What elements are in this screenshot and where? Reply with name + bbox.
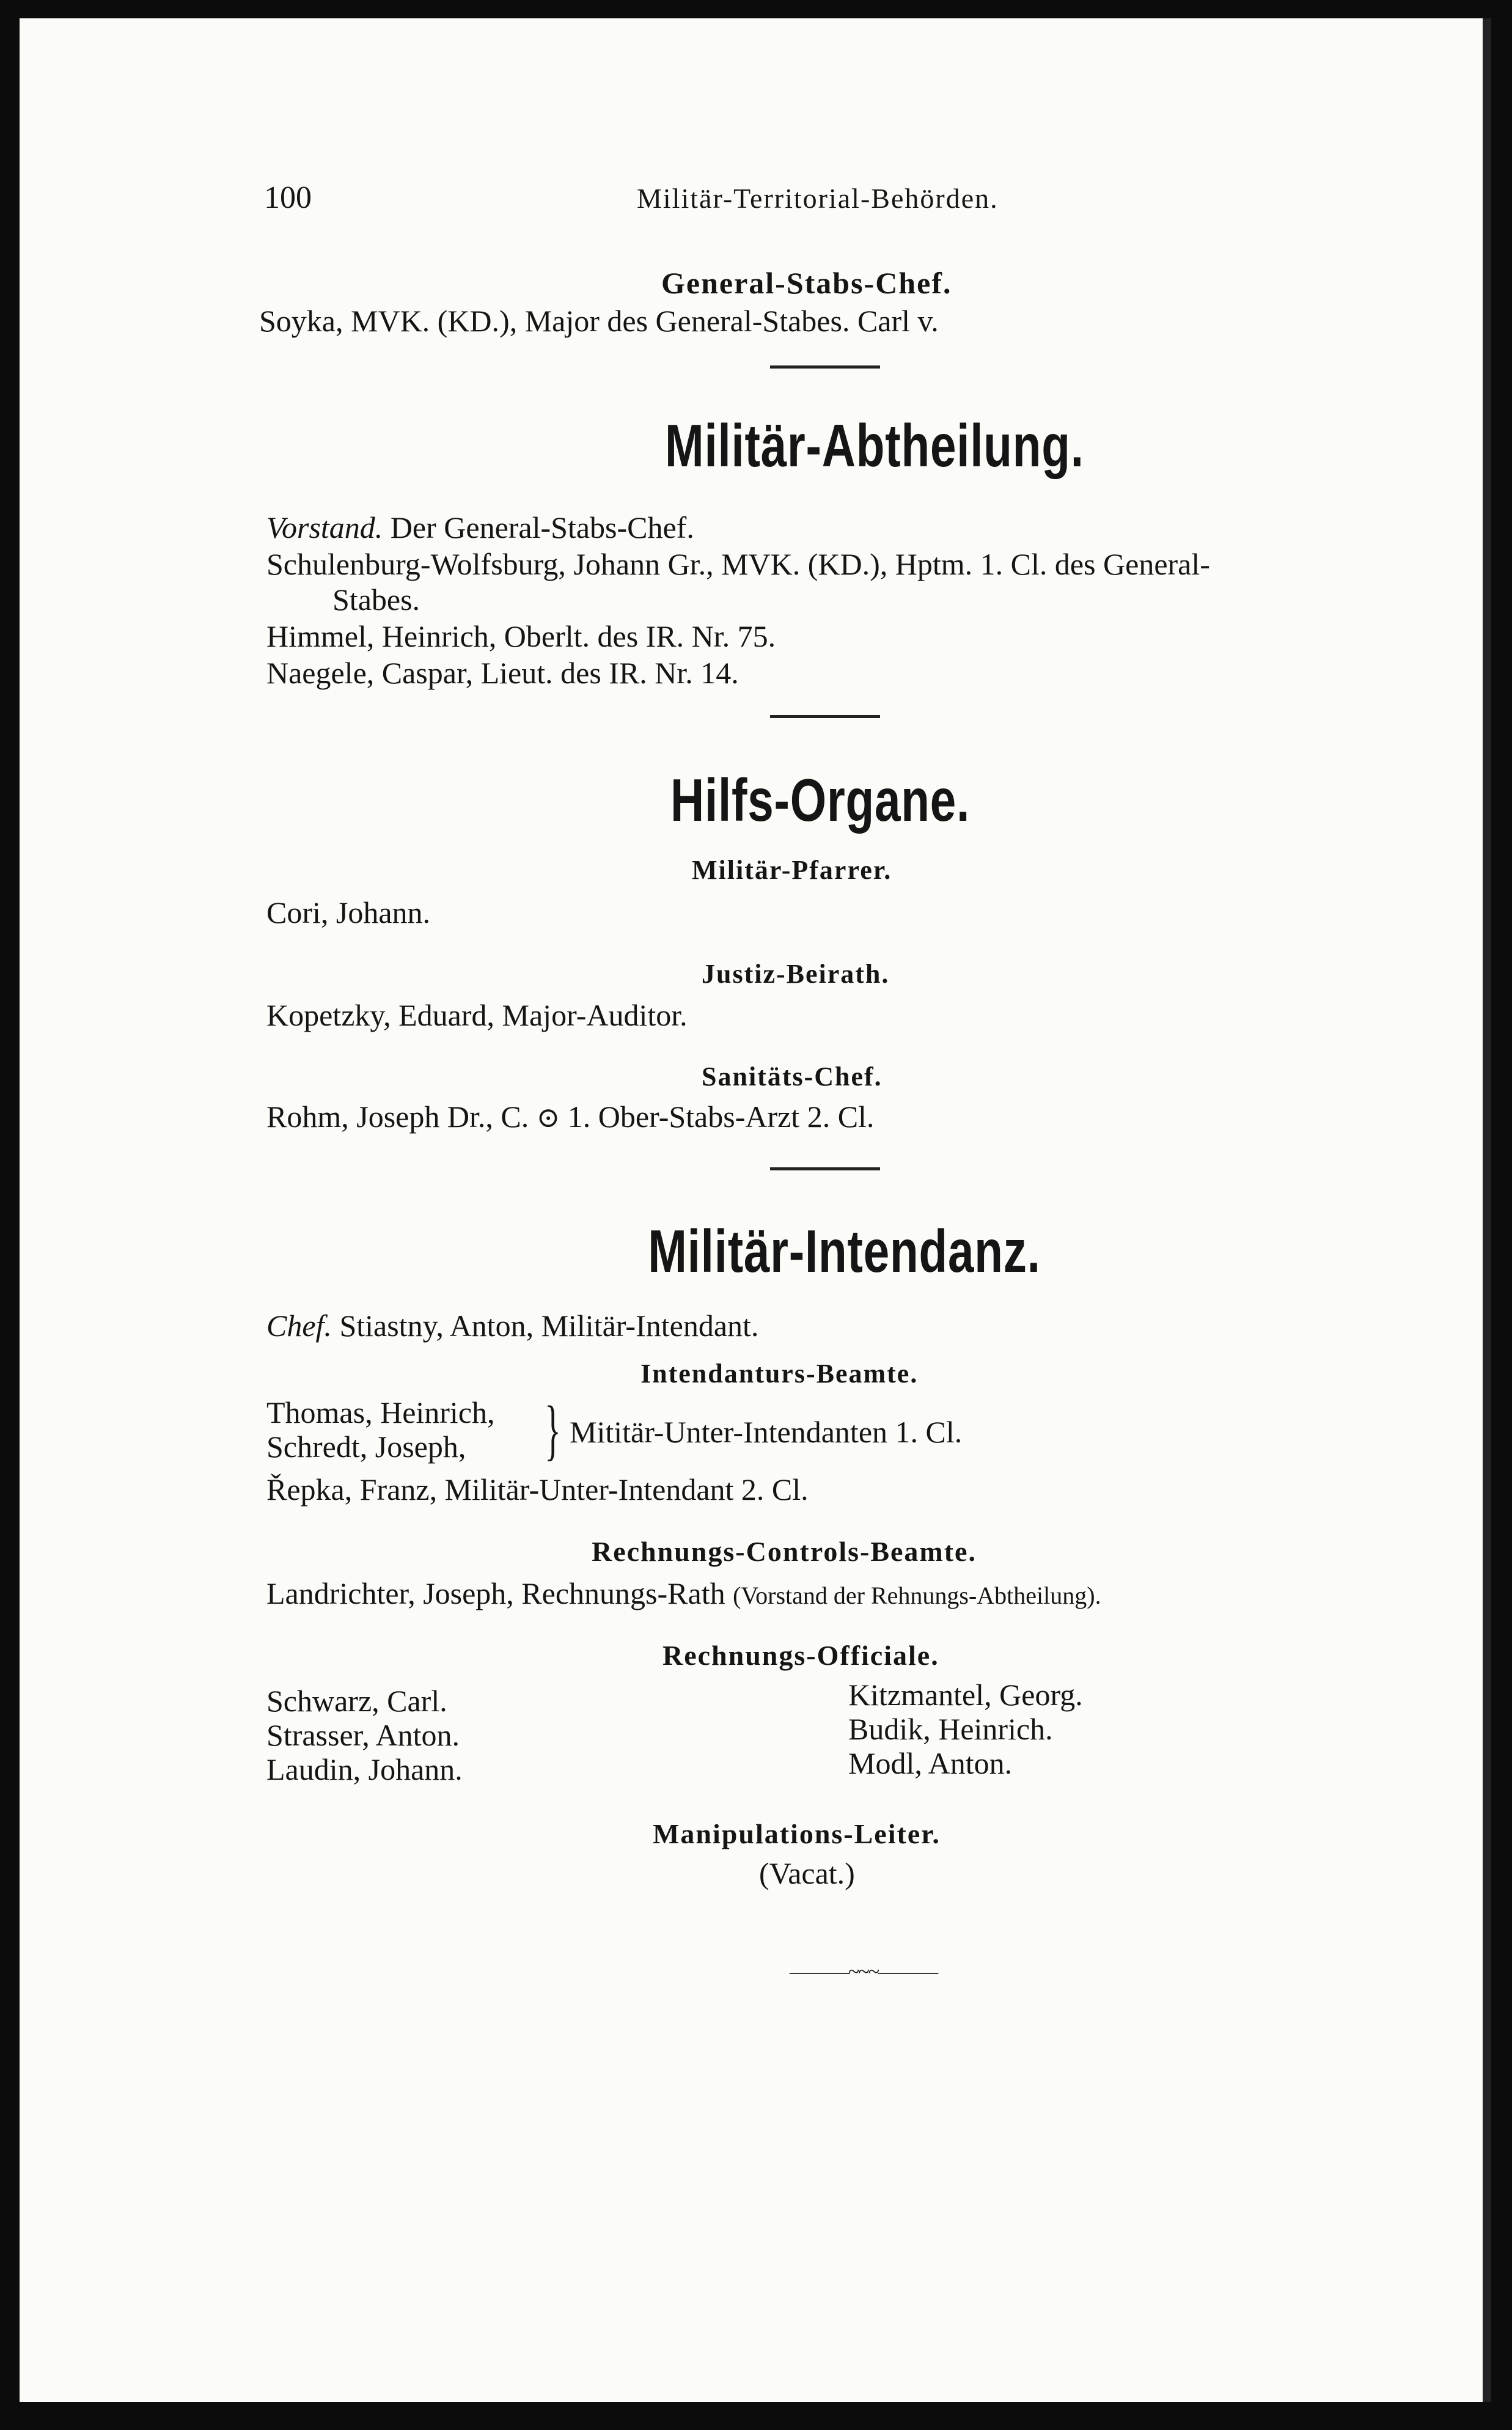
chef-label: Chef. <box>266 1309 332 1343</box>
entry-schulenburg: Schulenburg-Wolfsburg, Johann Gr., MVK. (KD.), Hptm. 1. Cl. des General- <box>266 547 1210 581</box>
entry-kopetzky: Kopetzky, Eduard, Major-Auditor. <box>266 998 688 1032</box>
officiale-left-1: Schwarz, Carl. <box>266 1684 447 1718</box>
heading-manipulations-leiter: Manipulations-Leiter. <box>653 1818 941 1849</box>
heading-justiz-beirath: Justiz-Beirath. <box>702 959 890 989</box>
entry-landrichter <box>266 1578 1101 1609</box>
heading-general-stabs-chef: General-Stabs-Chef. <box>661 266 952 300</box>
end-ornament: ———~~~——— <box>790 1961 938 1983</box>
brace-symbol: } <box>545 1392 561 1467</box>
entry-naegele: Naegele, Caspar, Lieut. des IR. Nr. 14. <box>266 656 739 690</box>
chef-text: Stiastny, Anton, Militär-Intendant. <box>339 1309 759 1343</box>
beamte-rank: Mititär-Unter-Intendanten 1. Cl. <box>570 1415 963 1449</box>
section-rule <box>770 715 880 718</box>
page-number: 100 <box>264 180 312 215</box>
entry-vacat: (Vacat.) <box>759 1856 855 1890</box>
title-militaer-abtheilung: Militär-Abtheilung. <box>665 412 1084 479</box>
title-hilfs-organe: Hilfs-Organe. <box>670 766 971 834</box>
entry-cori: Cori, Johann. <box>266 895 431 930</box>
entry-soyka: Soyka, MVK. (KD.), Major des General-Stabes. Carl v. <box>259 304 939 338</box>
heading-sanitaets-chef: Sanitäts-Chef. <box>702 1062 883 1092</box>
entry-thomas: Thomas, Heinrich, <box>266 1395 495 1430</box>
officiale-left-3: Laudin, Johann. <box>266 1752 463 1786</box>
section-rule <box>770 1167 880 1170</box>
order-symbol: ⊙ <box>536 1102 560 1133</box>
entry-rohm-name: Rohm, Joseph Dr., C. <box>266 1099 529 1134</box>
heading-intendanturs-beamte: Intendanturs-Beamte. <box>640 1359 919 1389</box>
officiale-right-1: Kitzmantel, Georg. <box>848 1678 1083 1712</box>
entry-schulenburg-cont: Stabes. <box>332 582 420 617</box>
page-paper <box>20 18 1491 2402</box>
heading-rechnungs-officiale: Rechnungs-Officiale. <box>662 1640 939 1671</box>
running-title: Militär-Territorial-Behörden. <box>637 183 999 214</box>
officiale-left-2: Strasser, Anton. <box>266 1718 460 1752</box>
entry-himmel: Himmel, Heinrich, Oberlt. des IR. Nr. 75. <box>266 619 776 653</box>
entry-rohm-rank: 1. Ober-Stabs-Arzt 2. Cl. <box>567 1099 875 1134</box>
binding-edge <box>1483 18 1491 2402</box>
entry-landrichter-note: (Vorstand der Rehnungs-Abtheilung). <box>733 1582 1101 1609</box>
chef-line <box>266 1310 758 1341</box>
heading-rechnungs-controls-beamte: Rechnungs-Controls-Beamte. <box>592 1536 977 1567</box>
entry-rohm <box>266 1101 874 1132</box>
vorstand-label: Vorstand. <box>266 510 383 545</box>
section-rule <box>770 365 880 369</box>
vorstand-text: Der General-Stabs-Chef. <box>390 510 694 545</box>
officiale-right-3: Modl, Anton. <box>848 1746 1013 1780</box>
heading-militaer-pfarrer: Militär-Pfarrer. <box>692 855 892 885</box>
entry-landrichter-name: Landrichter, Joseph, Rechnungs-Rath <box>266 1576 725 1610</box>
vorstand-line <box>266 512 694 543</box>
title-militaer-intendanz: Militär-Intendanz. <box>648 1217 1041 1285</box>
entry-schredt: Schredt, Joseph, <box>266 1430 466 1464</box>
officiale-right-2: Budik, Heinrich. <box>848 1712 1053 1746</box>
entry-repka: Řepka, Franz, Militär-Unter-Intendant 2. Cl. <box>266 1472 809 1507</box>
